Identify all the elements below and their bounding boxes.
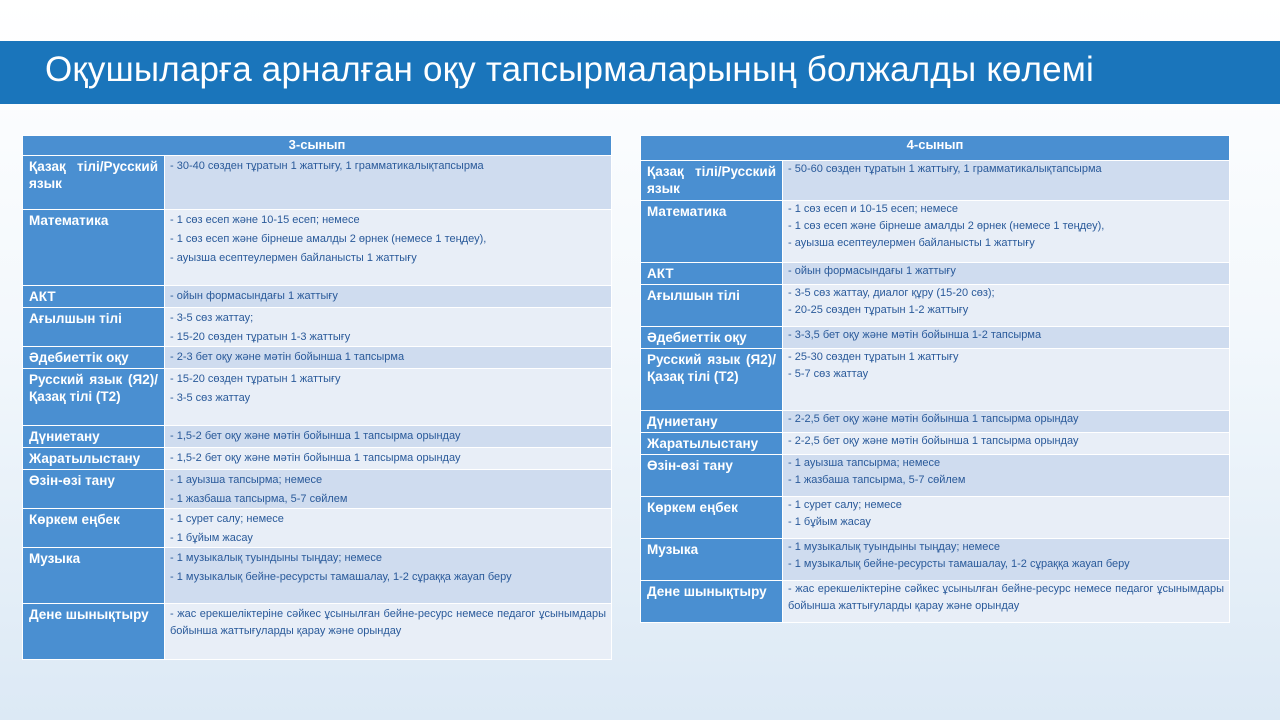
task-cell [165,156,612,210]
task-line: - 1 сурет салу; немесе [170,513,284,525]
grade3-header: 3-сынып [23,136,612,156]
table-row [641,497,1230,539]
task-line: - 1 музыкалық бейне-ресурсты тамашалау, 1-2 сұраққа жауап беру [170,571,512,583]
task-cell [165,369,612,426]
table-row [23,156,612,210]
task-line: - 3-5 сөз жаттау; [170,312,254,324]
task-line: - 20-25 сөзден тұратын 1-2 жаттығу [788,304,969,316]
task-cell [783,455,1230,497]
table-row [23,286,612,308]
task-cell [165,470,612,509]
table-row [641,201,1230,263]
subject-cell: Қазақ тілі/Русский язык [641,161,783,201]
table-row [23,604,612,660]
task-line: - 25-30 сөзден тұратын 1 жаттығу [788,351,959,363]
table-row [23,308,612,347]
task-line: - 1 сурет салу; немесе [788,499,902,511]
task-line: - 1 сөз есеп және бірнеше амалды 2 өрнек (немесе 1 теңдеу), [170,233,487,245]
task-cell [783,539,1230,581]
table-row [641,411,1230,433]
subject-cell: Музыка [23,548,165,604]
grade4-table [640,135,1230,623]
task-line: - 15-20 сөзден тұратын 1 жаттығу [170,373,341,385]
subject-cell: Жаратылыстану [641,433,783,455]
task-cell [783,497,1230,539]
task-line: - 1 жазбаша тапсырма, 5-7 сөйлем [170,493,348,505]
task-cell [165,448,612,470]
table-row [641,327,1230,349]
task-line: - 1 бұйым жасау [170,532,253,544]
task-line: - 3-3,5 бет оқу және мәтін бойынша 1-2 тапсырма [788,329,1042,341]
task-line: - 2-3 бет оқу және мәтін бойынша 1 тапсырма [170,351,405,363]
subject-cell: Көркем еңбек [641,497,783,539]
task-line: - 1 сөз есеп и 10-15 есеп; немесе [788,203,959,215]
task-line: - ауызша есептеулермен байланысты 1 жаттығу [170,252,417,264]
task-line: - 1 музыкалық туындыны тыңдау; немесе [788,541,1000,553]
table-row [641,349,1230,411]
task-line: - 1 жазбаша тапсырма, 5-7 сөйлем [788,474,966,486]
task-cell [783,285,1230,327]
task-line: - 1 музыкалық туындыны тыңдау; немесе [170,552,382,564]
subject-cell: Математика [641,201,783,263]
task-line: - 3-5 сөз жаттау, диалог құру (15-20 сөз); [788,287,995,299]
grade4-header: 4-сынып [641,136,1230,161]
task-line: - 30-40 сөзден тұратын 1 жаттығу, 1 грамматикалықтапсырма [170,160,484,172]
table-row [23,347,612,369]
subject-cell: Русский язык (Я2)/Қазақ тілі (Т2) [23,369,165,426]
subject-cell: АКТ [641,263,783,285]
table-row [641,433,1230,455]
subject-cell: Ағылшын тілі [641,285,783,327]
task-line: - 1 сөз есеп және бірнеше амалды 2 өрнек (немесе 1 теңдеу), [788,220,1105,232]
subject-cell: Өзін-өзі тану [23,470,165,509]
task-cell [165,426,612,448]
subject-cell: Русский язык (Я2)/Қазақ тілі (Т2) [641,349,783,411]
task-line: - 1,5-2 бет оқу және мәтін бойынша 1 тапсырма орындау [170,452,461,464]
task-cell [165,286,612,308]
table-row [641,539,1230,581]
task-cell [165,509,612,548]
task-line: - ойын формасындағы 1 жаттығу [788,265,956,277]
subject-cell: Дүниетану [23,426,165,448]
subject-cell: Көркем еңбек [23,509,165,548]
task-line: - 2-2,5 бет оқу және мәтін бойынша 1 тапсырма орындау [788,435,1079,447]
subject-cell: Жаратылыстану [23,448,165,470]
task-line: - 3-5 сөз жаттау [170,392,251,404]
task-cell [783,349,1230,411]
task-cell [783,327,1230,349]
task-line: - 50-60 сөзден тұратын 1 жаттығу, 1 грамматикалықтапсырма [788,163,1102,175]
task-cell [783,411,1230,433]
task-cell [165,604,612,660]
task-cell [783,263,1230,285]
table-row [641,285,1230,327]
subject-cell: Математика [23,210,165,286]
subject-cell: АКТ [23,286,165,308]
table-row [641,263,1230,285]
task-line: - 1 ауызша тапсырма; немесе [170,474,323,486]
task-cell [783,433,1230,455]
table-row [641,455,1230,497]
task-line: - 1 сөз есеп және 10-15 есеп; немесе [170,214,360,226]
task-line: - 1,5-2 бет оқу және мәтін бойынша 1 тапсырма орындау [170,430,461,442]
table-row [641,581,1230,623]
subject-cell: Қазақ тілі/Русский язык [23,156,165,210]
table-row [23,210,612,286]
table-row [23,548,612,604]
task-line: - 2-2,5 бет оқу және мәтін бойынша 1 тапсырма орындау [788,413,1079,425]
grade3-table [22,135,612,660]
table-row [23,426,612,448]
subject-cell: Әдебиеттік оқу [23,347,165,369]
table-row [23,369,612,426]
page-title: Оқушыларға арналған оқу тапсырмаларының болжалды көлемі [45,50,1095,89]
title-band [0,41,1280,104]
task-cell [165,347,612,369]
task-line: - 15-20 сөзден тұратын 1-3 жаттығу [170,331,351,343]
table-row [23,509,612,548]
task-cell [783,161,1230,201]
task-cell [165,210,612,286]
subject-cell: Ағылшын тілі [23,308,165,347]
subject-cell: Өзін-өзі тану [641,455,783,497]
grade4-body [641,161,1230,623]
task-line: - 1 бұйым жасау [788,516,871,528]
task-line: - ойын формасындағы 1 жаттығу [170,290,338,302]
table-row [23,470,612,509]
task-cell [165,548,612,604]
task-line: - 1 ауызша тапсырма; немесе [788,457,941,469]
task-cell [165,308,612,347]
subject-cell: Музыка [641,539,783,581]
task-line: - 5-7 сөз жаттау [788,368,869,380]
task-line: - 1 музыкалық бейне-ресурсты тамашалау, 1-2 сұраққа жауап беру [788,558,1130,570]
subject-cell: Дене шынықтыру [641,581,783,623]
table-row [23,448,612,470]
subject-cell: Әдебиеттік оқу [641,327,783,349]
task-line: - жас ерекшеліктеріне сәйкес ұсынылған бейне-ресурс немесе педагог ұсынымдары бойынша жаттығуларды қарау және орындау [788,583,1225,612]
subject-cell: Дүниетану [641,411,783,433]
task-line: - жас ерекшеліктеріне сәйкес ұсынылған бейне-ресурс немесе педагог ұсынымдары бойынша жаттығуларды қарау және орындау [170,608,607,637]
task-line: - ауызша есептеулермен байланысты 1 жаттығу [788,237,1035,249]
table-row [641,161,1230,201]
task-cell [783,581,1230,623]
grade3-body [23,156,612,660]
subject-cell: Дене шынықтыру [23,604,165,660]
task-cell [783,201,1230,263]
